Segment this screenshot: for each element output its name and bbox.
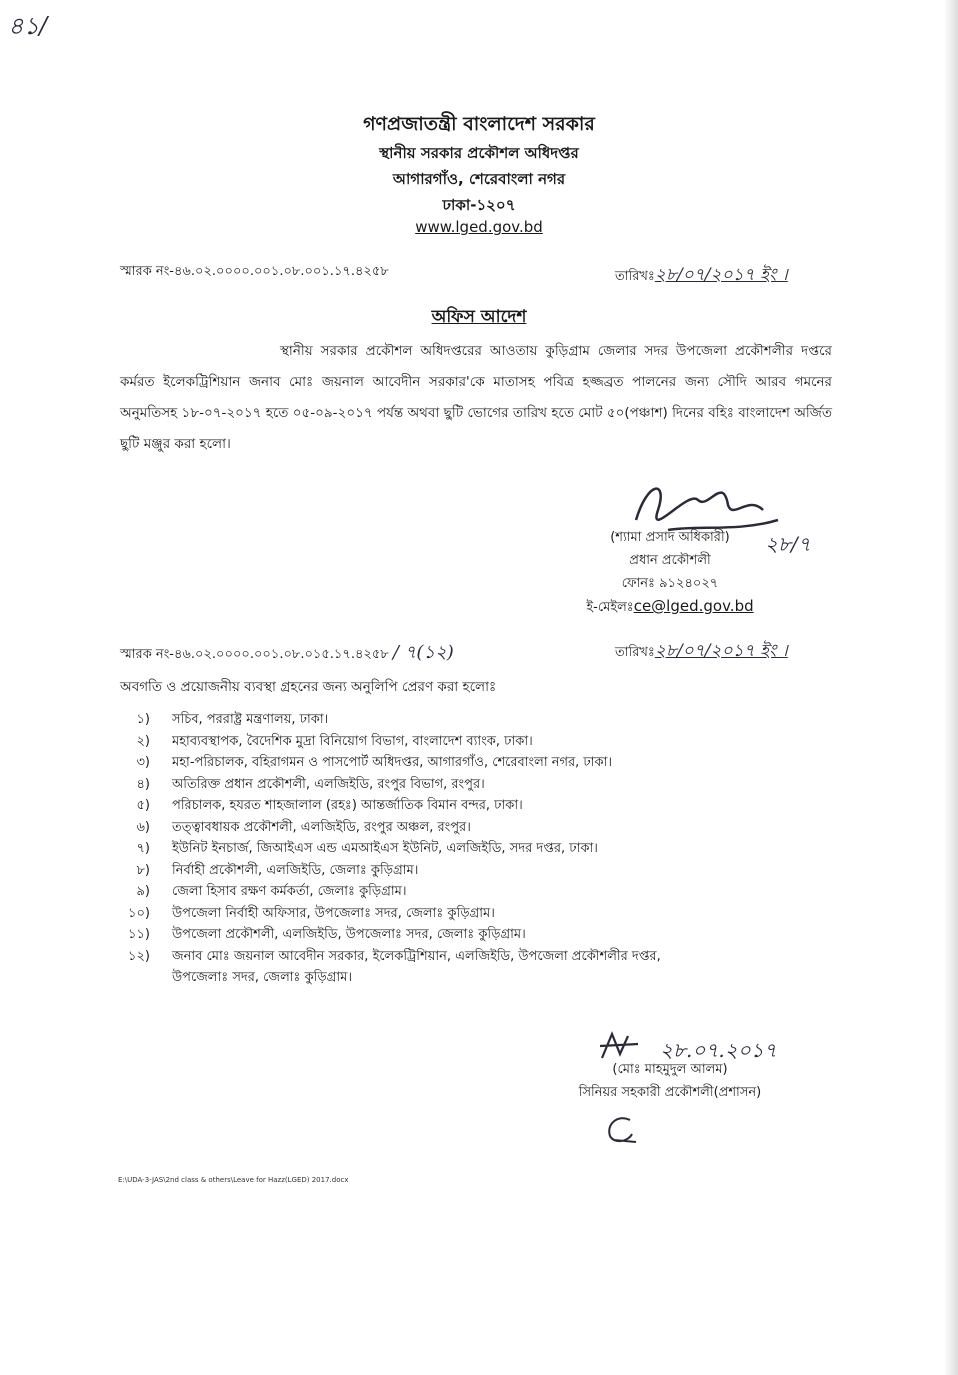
header-department: স্থানীয় সরকার প্রকৌশল অধিদপ্তর <box>379 144 579 162</box>
distribution-item <box>90 904 495 925</box>
distribution-item-text: সচিব, পররাষ্ট্র মন্ত্রণালয়, ঢাকা। <box>172 712 329 727</box>
header-government: গণপ্রজাতন্ত্রী বাংলাদেশ সরকার <box>363 113 595 135</box>
distribution-intro: অবগতি ও প্রয়োজনীয় ব্যবস্থা গ্রহনের জন্য অনুলিপি প্রেরণ করা হলোঃ <box>120 679 497 695</box>
distribution-item-number: ২) <box>136 733 150 749</box>
memo-date-value: ২৮/০৭/২০১৭ ইং । <box>654 265 788 285</box>
office-order-body: স্থানীয় সরকার প্রকৌশল অধিদপ্তরের আওতায় কুড়িগ্রাম জেলার সদর উপজেলা প্রকৌশলীর দপ্তরে কর্মরত ইলেকট্রিশিয়ান জনাব মোঃ জয়নাল আবেদীন সরকার'কে মাতাসহ পবিত্র হজ্জব্রত পালনের জন্য সৌদি আরব গমনের অনুমতিসহ ১৮-০৭-২০১৭ হতে ০৫-০৯-২০১৭ পর্যন্ত অথবা ছুটি ভোগের তারিখ হতে মোট ৫০(পঞ্চাশ) দিনের বহিঃ বাংলাদেশ অর্জিত ছুটি মঞ্জুর করা হলো। <box>120 343 832 452</box>
distribution-item <box>90 775 485 796</box>
corner-handwritten-note: ৪১/ <box>8 12 48 40</box>
signature-date-handwritten: ২৮/৭ <box>765 532 811 556</box>
distribution-item-continuation: উপজেলাঃ সদর, জেলাঃ কুড়িগ্রাম। <box>172 970 353 985</box>
distribution-item <box>90 925 526 946</box>
signatory-email <box>560 595 780 619</box>
memo-reference-number: স্মারক নং-৪৬.০২.০০০০.০০১.০৮.০০১.১৭.৪২৫৮ <box>120 264 389 279</box>
copy-memo-reference-number <box>120 638 454 669</box>
distribution-item-number: ৭) <box>136 841 150 856</box>
distribution-item-text: উপজেলা নির্বাহী অফিসার, উপজেলাঃ সদর, জেলাঃ কুড়িগ্রাম। <box>172 905 495 921</box>
distribution-item-number: ৯) <box>136 884 150 899</box>
distribution-item <box>90 818 471 839</box>
initial-mark <box>600 1112 640 1150</box>
distribution-item-text: পরিচালক, হযরত শাহজালাল (রহঃ) আন্তর্জাতিক বিমান বন্দর, ঢাকা। <box>172 798 523 813</box>
signatory-designation: প্রধান প্রকৌশলী <box>629 553 711 568</box>
distribution-item <box>90 732 533 753</box>
distribution-item-text: উপজেলা প্রকৌশলী, এলজিইডি, উপজেলাঃ সদর, জেলাঃ কুড়িগ্রাম। <box>172 927 526 942</box>
header-address: আগারগাঁও, শেরেবাংলা নগর <box>392 170 566 188</box>
distribution-item-number: ৪) <box>136 776 150 792</box>
senior-engineer-handwritten-date: ২৮.০৭.২০১৭ <box>660 1038 777 1062</box>
distribution-item-text: অতিরিক্ত প্রধান প্রকৌশলী, এলজিইডি, রংপুর বিভাগ, রংপুর। <box>172 776 485 792</box>
distribution-item-text: জনাব মোঃ জয়নাল আবেদীন সরকার, ইলেকট্রিশিয়ান, এলজিইডি, উপজেলা প্রকৌশলীর দপ্তর, <box>172 948 661 964</box>
distribution-item <box>90 839 598 860</box>
distribution-item-number: ৮) <box>136 862 150 878</box>
memo-date-label: তারিখঃ <box>615 269 655 284</box>
signatory-phone: ফোনঃ ৯১২৪০২৭ <box>621 576 719 591</box>
distribution-item-text: মহা-পরিচালক, বহিরাগমন ও পাসপোর্ট অধিদপ্তর, আগারগাঁও, শেরেবাংলা নগর, ঢাকা। <box>172 755 613 770</box>
distribution-item-text: জেলা হিসাব রক্ষণ কর্মকর্তা, জেলাঃ কুড়িগ্রাম। <box>172 884 407 899</box>
distribution-item-number: ৩) <box>136 755 150 770</box>
distribution-item <box>90 710 328 731</box>
distribution-item <box>90 753 612 774</box>
senior-signatory-name: (মোঃ মাহমুদুল আলম) <box>612 1062 728 1077</box>
distribution-item-number: ১) <box>136 712 150 727</box>
distribution-item-number: ১০) <box>128 905 150 921</box>
distribution-item <box>90 796 523 817</box>
header-city: ঢাকা-১২০৭ <box>442 196 516 214</box>
senior-signatory-block <box>555 1058 785 1104</box>
signatory-block <box>560 526 780 619</box>
distribution-item-number: ১১) <box>128 927 150 942</box>
distribution-item-number: ৫) <box>136 798 150 813</box>
signatory-name: (শ্যামা প্রসাদ অধিকারী) <box>610 530 730 545</box>
copy-memo-date-value: ২৮/০৭/২০১৭ ইং । <box>654 641 788 661</box>
distribution-item-text: নির্বাহী প্রকৌশলী, এলজিইডি, জেলাঃ কুড়িগ্রাম। <box>172 862 419 878</box>
distribution-item <box>90 947 661 968</box>
copy-memo-date-label: তারিখঃ <box>615 645 655 660</box>
memo-date <box>615 262 788 290</box>
distribution-item-number: ১২) <box>128 948 150 964</box>
distribution-item <box>90 882 407 903</box>
header-website-link[interactable]: www.lged.gov.bd <box>415 218 543 236</box>
distribution-item-text: মহাব্যবস্থাপক, বৈদেশিক মুদ্রা বিনিয়োগ বিভাগ, বাংলাদেশ ব্যাংক, ঢাকা। <box>172 733 533 749</box>
distribution-item-number: ৬) <box>136 819 150 835</box>
distribution-list <box>90 710 790 1000</box>
copy-memo-ref-handwritten: / ৭(১২) <box>392 642 454 663</box>
initial-mark-icon <box>600 1112 640 1146</box>
distribution-item-text: তত্ত্বাবধায়ক প্রকৌশলী, এলজিইডি, রংপুর অঞ্চল, রংপুর। <box>172 819 471 835</box>
footer-file-path: E:\UDA-3-JAS\2nd class & others\Leave for Hazz(LGED) 2017.docx <box>118 1176 349 1184</box>
email-label: ই-মেইলঃ <box>586 600 634 615</box>
distribution-item-text: ইউনিট ইনচার্জ, জিআইএস এন্ড এমআইএস ইউনিট, এলজিইডি, সদর দপ্তর, ঢাকা। <box>172 841 598 856</box>
distribution-item <box>90 861 418 882</box>
copy-memo-date <box>615 638 788 666</box>
email-link[interactable]: ce@lged.gov.bd <box>633 597 754 615</box>
senior-signatory-designation: সিনিয়র সহকারী প্রকৌশলী(প্রশাসন) <box>578 1085 762 1100</box>
copy-memo-ref-text: স্মারক নং-৪৬.০২.০০০০.০০১.০৮.০১৫.১৭.৪২৫৮ <box>120 647 389 662</box>
office-order-title: অফিস আদেশ <box>431 307 527 327</box>
